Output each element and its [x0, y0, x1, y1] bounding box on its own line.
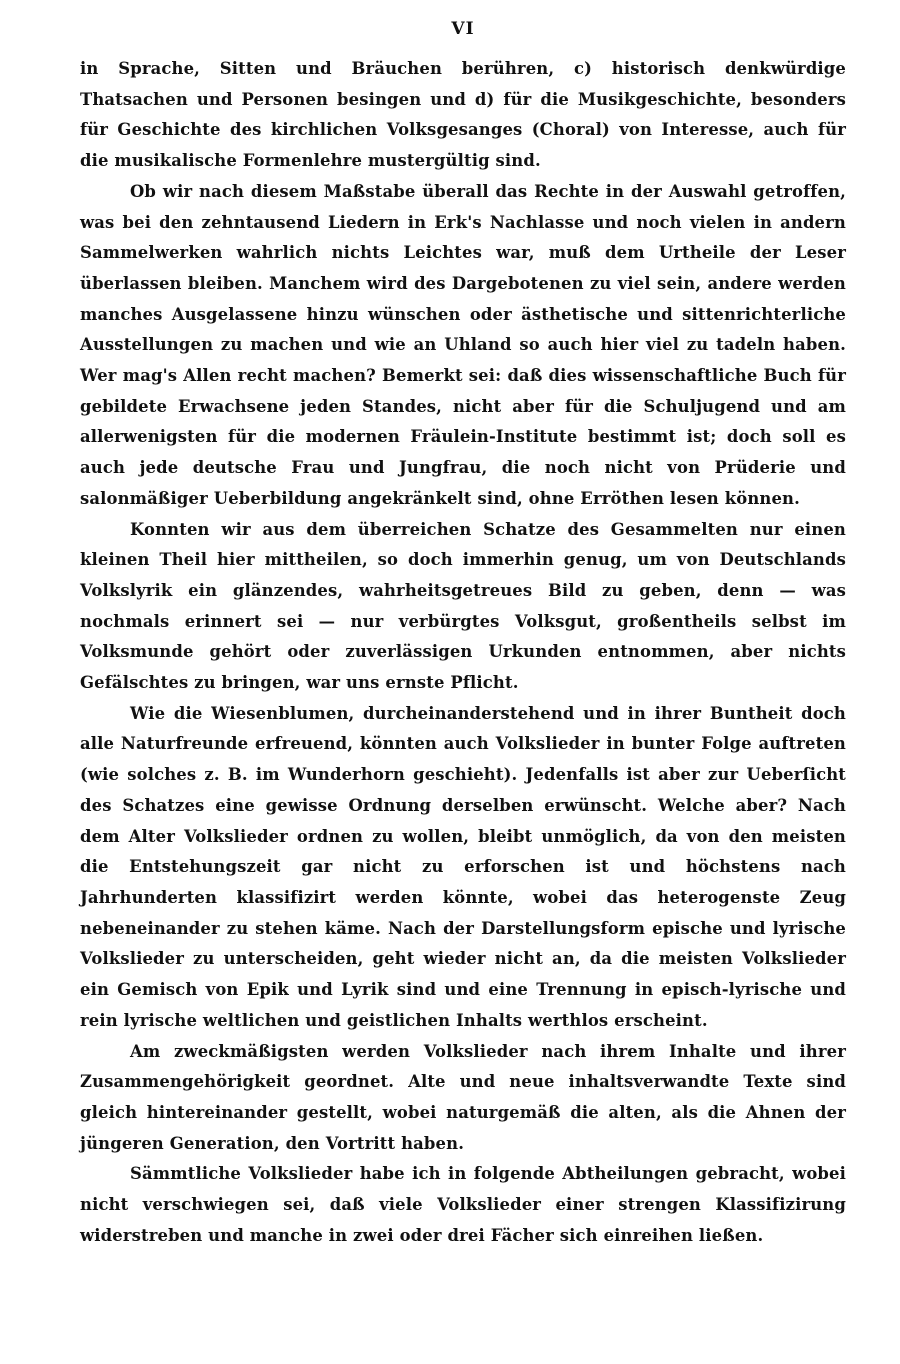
page-number: VI	[451, 19, 475, 39]
paragraph-ordering: Wie die Wiesenblumen, durcheinanderstehend und in ihrer Buntheit doch alle Naturfreunde erfreuend, könnten auch Volkslieder in bunter Folge auftreten (wie solches z. B. im Wunderhorn geschieht). Jedenfalls ist aber zur Ueberſicht des Schatzes eine gewisse Ordnung derselben erwünscht. Welche aber? Nach dem Alter Volkslieder ordnen zu wollen, bleibt unmöglich, da von den meisten die Entstehungszeit gar nicht zu erforschen ist und höchstens nach Jahrhunderten klassifizirt werden könnte, wobei das heterogenste Zeug nebeneinander zu stehen käme. Nach der Darstellungsform epische und lyrische Volkslieder zu unterscheiden, geht wieder nicht an, da die meisten Volkslieder ein Gemisch von Epik und Lyrik sind und eine Trennung in episch-lyrische und rein lyrische weltlichen und geistlichen Inhalts werthlos erscheint.	[80, 703, 846, 1030]
paragraph-arrangement-by-content: Am zweckmäßigsten werden Volkslieder nach ihrem Inhalte und ihrer Zusammengehörigkeit geordnet. Alte und neue inhaltsverwandte Texte sind gleich hintereinander gestellt, wobei naturgemäß die alten, als die Ahnen der jüngeren Generation, den Vortritt haben.	[80, 1041, 846, 1153]
paragraph-continuation: in Sprache, Sitten und Bräuchen berühren, c) historisch denkwürdige Thatsachen und Personen besingen und d) für die Musikgeschichte, besonders für Geschichte des kirchlichen Volksgesanges (Choral) von Interesse, auch für die musikalische Formenlehre mustergültig sind.	[80, 59, 846, 171]
paragraph-collection-scope: Konnten wir aus dem überreichen Schatze des Gesammelten nur einen kleinen Theil hier mittheilen, so doch immerhin genug, um von Deutschlands Volkslyrik ein glänzendes, wahrheitsgetreues Bild zu geben, denn — was nochmals erinnert sei — nur verbürgtes Volksgut, großentheils selbst im Volksmunde gehört oder zuverlässigen Urkunden entnommen, aber nichts Gefälschtes zu bringen, war uns ernste Pflicht.	[80, 519, 846, 693]
paragraph-selection-criteria: Ob wir nach diesem Maßstabe überall das Rechte in der Auswahl getroffen, was bei den zehntausend Liedern in Erk's Nachlasse und noch vielen in andern Sammelwerken wahrlich nichts Leichtes war, muß dem Urtheile der Leser überlassen bleiben. Manchem wird des Dargebotenen zu viel sein, andere werden manches Ausgelassene hinzu wünschen oder ästhetische und sittenrichterliche Ausstellungen zu machen und wie an Uhland so auch hier viel zu tadeln haben. Wer mag's Allen recht machen? Bemerkt sei: daß dies wissenschaftliche Buch für gebildete Erwachsene jeden Standes, nicht aber für die Schuljugend und am allerwenigsten für die modernen Fräulein-Institute bestimmt ist; doch soll es auch jede deutsche Frau und Jungfrau, die noch nicht von Prüderie und salonmäßiger Ueberbildung angekränkelt sind, ohne Erröthen lesen können.	[80, 181, 846, 508]
book-page	[80, 14, 846, 1251]
paragraph-divisions: Sämmtliche Volkslieder habe ich in folgende Abtheilungen gebracht, wobei nicht verschwiegen sei, daß viele Volkslieder einer strengen Klassifizirung widerstreben und manche in zwei oder drei Fächer sich einreihen ließen.	[80, 1164, 846, 1245]
